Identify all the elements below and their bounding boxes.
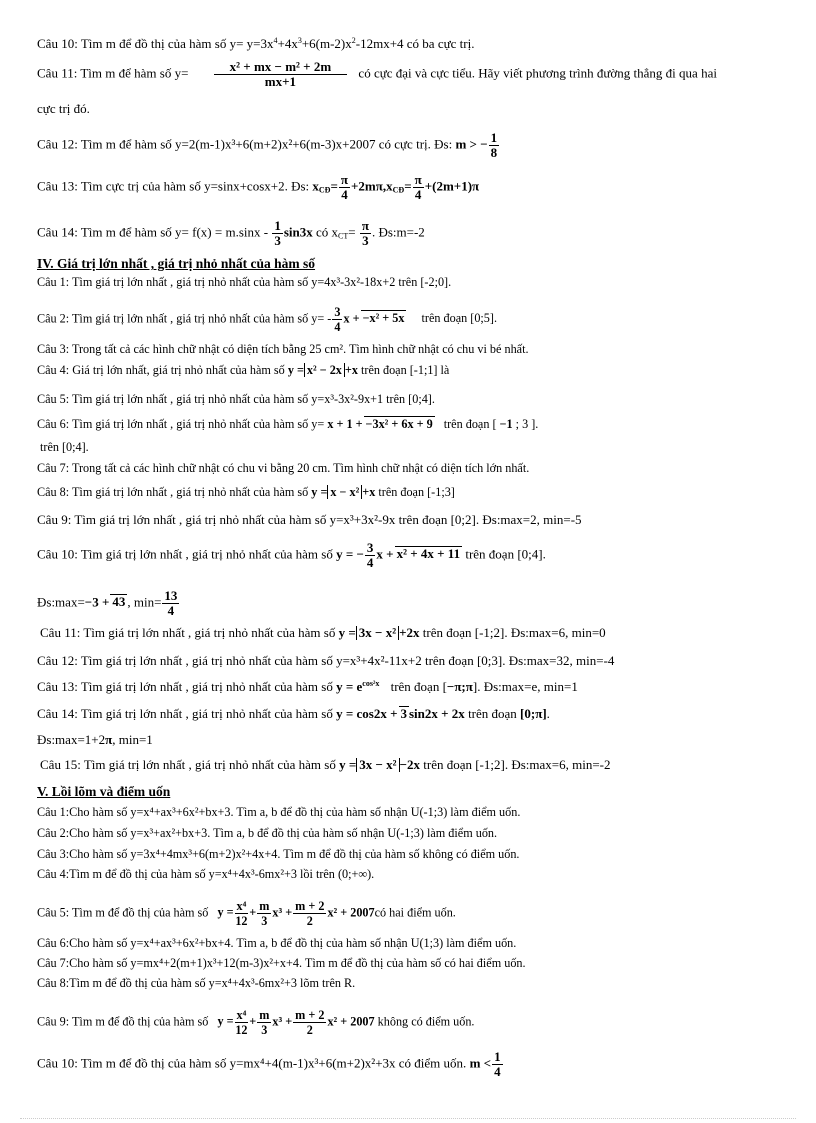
- text-span: CĐ: [392, 185, 405, 195]
- inflection-question-6: Câu 6:Cho hàm số y=x⁴+ax³+6x²+bx+4. Tìm a, b để đồ thị của hàm số nhận U(1;3) làm điểm uốn.: [37, 936, 517, 950]
- text-span: Câu 11: Tìm m để hàm số y=: [37, 65, 189, 81]
- max-min-question-14: [37, 706, 550, 722]
- text-span: 13: [164, 588, 178, 603]
- section-heading-iv: IV. Giá trị lớn nhất , giá trị nhỏ nhất của hàm số: [37, 256, 316, 271]
- text-span: 3: [334, 305, 341, 319]
- text-span: , min=: [127, 594, 162, 610]
- question-10-extrema: [37, 36, 474, 52]
- max-min-question-14-answer: [37, 732, 153, 748]
- inflection-question-10: [37, 1050, 504, 1079]
- text-span: Câu 14: Tìm m để hàm số y= f(x) = m.sinx -: [37, 224, 269, 240]
- fraction: [272, 219, 283, 248]
- max-min-question-4: [37, 362, 449, 378]
- text-span: =: [404, 178, 412, 194]
- inflection-question-5: [37, 899, 456, 928]
- inflection-question-9: [37, 1008, 474, 1037]
- text-span: CT: [338, 231, 349, 241]
- text-span: 4: [341, 187, 348, 202]
- text-span: .: [546, 706, 550, 721]
- text-span: x +: [376, 546, 394, 562]
- fraction: [365, 541, 376, 570]
- text-span: 1: [490, 130, 498, 145]
- fraction: [413, 173, 424, 202]
- text-span: y =: [338, 625, 356, 640]
- max-min-question-6-continued: trên [0;4].: [40, 440, 89, 454]
- text-span: Câu 9: Tìm m để đồ thị của hàm số: [37, 1014, 209, 1029]
- max-min-question-3: Câu 3: Trong tất cả các hình chữ nhật có diện tích bằng 25 cm². Tìm hình chữ nhật có chu vi bé nhất.: [37, 342, 529, 356]
- text-span: ).: [367, 867, 375, 881]
- text-span: +4x: [277, 36, 298, 51]
- text-span: Câu 6: Tìm giá trị lớn nhất , giá trị nhỏ nhất của hàm số y=: [37, 417, 325, 431]
- text-span: Đs:max=: [37, 594, 85, 610]
- superscript: 4: [273, 36, 278, 45]
- text-span: trên đoạn [: [443, 417, 497, 431]
- text-span: 3: [362, 233, 369, 248]
- text-span: +x: [362, 485, 376, 499]
- text-span: m: [259, 899, 270, 913]
- max-min-question-1: Câu 1: Tìm giá trị lớn nhất , giá trị nhỏ nhất của hàm số y=4x³-3x²-18x+2 trên [-2;0].: [37, 275, 452, 289]
- text-span: trên đoạn [-1;1] là: [361, 363, 450, 377]
- max-min-question-9: Câu 9: Tìm giá trị lớn nhất , giá trị nhỏ nhất của hàm số y=x³+3x²-9x trên đoạn [0;2]. Đs:max=2, min=-5: [37, 512, 582, 527]
- inflection-question-4: [37, 866, 374, 882]
- text-span: =: [330, 178, 338, 194]
- max-min-question-7: Câu 7: Trong tất cả các hình chữ nhật có chu vi bằng 20 cm. Tìm hình chữ nhật có diện tích lớn nhất.: [37, 461, 530, 475]
- text-span: 4: [414, 187, 422, 202]
- text-span: 3: [274, 233, 281, 248]
- text-span: y =: [311, 485, 328, 499]
- text-span: trên đoạn [-1;2]. Đs:max=6, min=0: [422, 625, 606, 640]
- max-min-question-15: [40, 757, 611, 773]
- fraction: [339, 173, 350, 202]
- text-span: trên đoạn [0;5].: [421, 311, 498, 326]
- square-root: −x² + 5x: [362, 311, 405, 326]
- fraction: [257, 899, 271, 928]
- text-span: Câu 10: Tìm m để đồ thị của hàm số y=mx⁴+4(m-1)x³+6(m+2)x²+3x có điểm uốn.: [37, 1055, 467, 1071]
- square-root: 3: [400, 706, 407, 721]
- text-span: x⁴: [236, 899, 247, 913]
- text-span: π: [105, 732, 113, 747]
- text-span: +x: [344, 363, 358, 377]
- text-span: 2: [306, 1023, 313, 1037]
- max-min-question-13: [37, 679, 578, 695]
- fraction: [492, 1050, 503, 1079]
- text-span: 4: [366, 555, 374, 570]
- text-span: Đs:max=1+2: [37, 732, 106, 747]
- max-min-question-6: [37, 416, 538, 432]
- page-footer-divider: [20, 1118, 796, 1119]
- text-span: 1: [494, 1049, 501, 1064]
- text-span: y =: [217, 1014, 234, 1029]
- text-span: [0;π]: [520, 706, 547, 721]
- text-span: 4: [167, 603, 175, 618]
- question-11-continued: cực trị đó.: [37, 101, 90, 116]
- text-span: 3: [261, 914, 268, 928]
- absolute-value: 3x − x²: [356, 758, 399, 772]
- text-span: có cực đại và cực tiểu. Hãy viết phương trình đường thẳng đi qua hai: [358, 65, 717, 81]
- text-span: +(2m+1)π: [424, 178, 480, 194]
- text-span: x² + mx − m² + 2m: [214, 60, 348, 75]
- text-span: x² + 2007: [327, 905, 375, 920]
- text-span: Câu 4: Giá trị lớn nhất, giá trị nhỏ nhất của hàm số: [37, 363, 285, 377]
- text-span: x +: [343, 311, 360, 326]
- text-span: ; 3 ].: [515, 417, 539, 431]
- text-span: Câu 8: Tìm giá trị lớn nhất , giá trị nhỏ nhất của hàm số: [37, 485, 309, 499]
- inflection-question-8: Câu 8:Tìm m để đồ thị của hàm số y=x⁴+4x³-6mx²+3 lõm trên R.: [37, 976, 356, 990]
- text-span: m: [259, 1008, 270, 1022]
- text-span: -12mx+4 có ba cực trị.: [355, 36, 475, 51]
- fraction: [214, 60, 348, 89]
- text-span: m <: [469, 1055, 492, 1071]
- superscript: 2: [351, 36, 356, 45]
- max-min-question-8: [37, 484, 455, 500]
- text-span: 3: [261, 1023, 268, 1037]
- text-span: Câu 11: Tìm giá trị lớn nhất , giá trị nhỏ nhất của hàm số: [40, 625, 336, 640]
- text-span: 3: [366, 540, 374, 555]
- text-span: +2mπ,x: [351, 178, 393, 194]
- text-span: sin3x: [283, 224, 313, 240]
- inflection-question-3: Câu 3:Cho hàm số y=3x⁴+4mx³+6(m+2)x²+4x+4. Tìm m để đồ thị của hàm số không có điểm uốn.: [37, 847, 520, 861]
- text-span: x + 1 +: [327, 417, 363, 431]
- text-span: Câu 14: Tìm giá trị lớn nhất , giá trị nhỏ nhất của hàm số: [37, 706, 333, 721]
- text-span: mx+1: [264, 74, 297, 89]
- text-span: ∞: [358, 867, 368, 881]
- text-span: π: [361, 218, 369, 233]
- text-span: −2x: [399, 757, 420, 772]
- text-span: −1: [499, 417, 513, 431]
- text-span: +: [249, 1014, 257, 1029]
- text-span: y = cos2x +: [336, 706, 398, 721]
- text-span: −π;π: [446, 679, 473, 694]
- text-span: 4: [334, 320, 341, 334]
- text-span: CĐ: [318, 185, 331, 195]
- text-span: Câu 13: Tìm giá trị lớn nhất , giá trị nhỏ nhất của hàm số: [37, 679, 333, 694]
- text-span: trên đoạn [-1;3]: [378, 485, 455, 499]
- text-span: −3 +: [84, 594, 110, 610]
- text-span: sin2x + 2x: [409, 706, 465, 721]
- max-min-question-12: Câu 12: Tìm giá trị lớn nhất , giá trị nhỏ nhất của hàm số y=x³+4x²-11x+2 trên đoạn [0;3]. Đs:max=32, min=-4: [37, 653, 615, 668]
- text-span: trên đoạn: [468, 706, 517, 721]
- text-span: có x: [315, 224, 339, 240]
- text-span: 12: [235, 914, 248, 928]
- text-span: π: [340, 172, 349, 187]
- text-span: y = −: [336, 546, 364, 562]
- text-span: Câu 12: Tìm m để hàm số y=2(m-1)x³+6(m+2)x²+6(m-3)x+2007 có cực trị. Đs:: [37, 136, 453, 152]
- square-root: −3x² + 6x + 9: [365, 417, 433, 431]
- text-span: Câu 4:Tìm m để đồ thị của hàm số y=x⁴+4x³-6mx²+3 lồi trên (0;+: [37, 867, 359, 881]
- text-span: 1: [274, 218, 281, 233]
- square-root: 43: [112, 594, 126, 610]
- text-span: m + 2: [295, 1008, 325, 1022]
- text-span: x: [312, 178, 319, 194]
- max-min-question-2: [37, 305, 497, 334]
- max-min-question-5: Câu 5: Tìm giá trị lớn nhất , giá trị nhỏ nhất của hàm số y=x³-3x²-9x+1 trên [0;4].: [37, 392, 435, 406]
- fraction: [235, 899, 249, 928]
- text-span: trên đoạn [0;4].: [465, 546, 546, 562]
- max-min-question-11: [40, 625, 606, 641]
- text-span: Câu 10: Tìm m để đồ thị của hàm số y= y=3x: [37, 36, 274, 51]
- inflection-question-1: Câu 1:Cho hàm số y=x⁴+ax³+6x²+bx+3. Tìm a, b để đồ thị của hàm số nhận U(-1;3) làm điểm uốn.: [37, 805, 521, 819]
- fraction: [235, 1008, 249, 1037]
- section-heading-v: V. Lồi lõm và điểm uốn: [37, 784, 171, 799]
- square-root: x² + 4x + 11: [396, 546, 461, 562]
- text-span: m + 2: [295, 899, 325, 913]
- max-min-question-10-answer: [37, 589, 180, 618]
- text-span: . Đs:m=-2: [371, 224, 425, 240]
- absolute-value: x − x²: [327, 485, 362, 499]
- text-span: 12: [235, 1023, 248, 1037]
- text-span: ]. Đs:max=e, min=1: [472, 679, 578, 694]
- text-span: cos²x: [362, 679, 380, 688]
- text-span: +2x: [399, 625, 420, 640]
- text-span: Câu 5: Tìm m để đồ thị của hàm số: [37, 905, 209, 920]
- fraction: [293, 899, 326, 928]
- text-span: +: [249, 905, 257, 920]
- text-span: y =: [339, 757, 357, 772]
- text-span: Câu 15: Tìm giá trị lớn nhất , giá trị nhỏ nhất của hàm số: [40, 757, 336, 772]
- question-11-extrema: [37, 60, 717, 89]
- fraction: [332, 305, 342, 334]
- text-span: m > −: [455, 136, 488, 152]
- fraction: [162, 589, 179, 618]
- inflection-question-7: Câu 7:Cho hàm số y=mx⁴+2(m+1)x³+12(m-3)x²+x+4. Tìm m để đồ thị của hàm số có hai điểm uốn.: [37, 956, 526, 970]
- fraction: [489, 131, 500, 160]
- absolute-value: x² − 2x: [304, 363, 345, 377]
- fraction: [293, 1008, 326, 1037]
- text-span: Câu 10: Tìm giá trị lớn nhất , giá trị nhỏ nhất của hàm số: [37, 546, 333, 562]
- text-span: x³ +: [272, 905, 293, 920]
- absolute-value: 3x − x²: [356, 626, 399, 640]
- fraction: [360, 219, 371, 248]
- text-span: , min=1: [112, 732, 153, 747]
- text-span: x² + 2007: [327, 1014, 375, 1029]
- text-span: y = e: [336, 679, 363, 694]
- inflection-question-2: Câu 2:Cho hàm số y=x³+ax²+bx+3. Tìm a, b để đồ thị của hàm số nhận U(-1;3) làm điểm uốn.: [37, 826, 498, 840]
- text-span: 8: [490, 145, 498, 160]
- text-span: trên đoạn [-1;2]. Đs:max=6, min=-2: [423, 757, 611, 772]
- text-span: 2: [306, 914, 313, 928]
- max-min-question-10: [37, 541, 546, 570]
- text-span: =: [348, 224, 356, 240]
- text-span: Câu 2: Tìm giá trị lớn nhất , giá trị nhỏ nhất của hàm số y= -: [37, 311, 332, 326]
- text-span: y =: [287, 363, 304, 377]
- text-span: π: [414, 172, 422, 187]
- text-span: x⁴: [236, 1008, 247, 1022]
- fraction: [257, 1008, 271, 1037]
- superscript: 3: [297, 36, 302, 45]
- question-13-extrema: [37, 173, 479, 202]
- text-span: Câu 13: Tìm cực trị của hàm số y=sinx+cosx+2. Đs:: [37, 178, 310, 194]
- text-span: trên đoạn [: [390, 679, 447, 694]
- text-span: x³ +: [272, 1014, 293, 1029]
- text-span: y =: [217, 905, 234, 920]
- question-14-extrema: [37, 219, 425, 248]
- text-span: 4: [494, 1064, 501, 1079]
- text-span: +6(m-2)x: [301, 36, 352, 51]
- text-span: có hai điểm uốn.: [374, 905, 456, 920]
- text-span: không có điểm uốn.: [377, 1014, 475, 1029]
- question-12-extrema: [37, 131, 500, 160]
